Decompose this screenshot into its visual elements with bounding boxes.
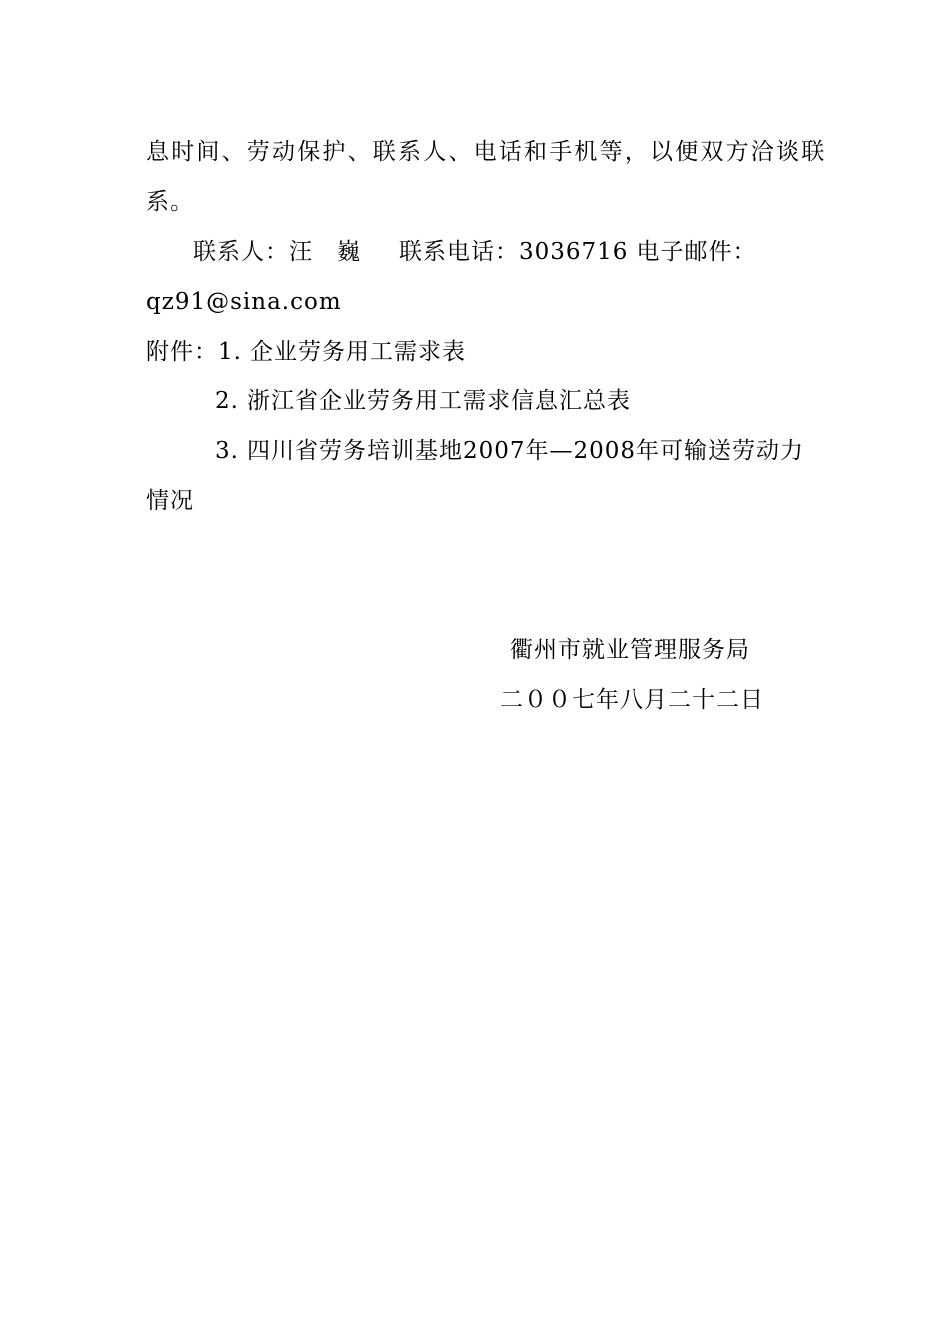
email-line	[146, 287, 342, 317]
attachment-item-continuation	[146, 486, 194, 516]
email-value: qz91@sina.com	[146, 289, 342, 315]
paragraph-text: 系。	[146, 189, 194, 215]
organization-name: 衢州市就业管理服务局	[510, 637, 750, 663]
attachment-text-continued: 情况	[146, 488, 194, 514]
paragraph-text: 息时间、劳动保护、联系人、电话和手机等，以便双方洽谈联	[146, 139, 827, 165]
attachment-number: 1.	[218, 339, 242, 365]
signature-date	[500, 685, 764, 715]
attachment-text: 四川省劳务培训基地2007年—2008年可输送劳动力	[246, 438, 805, 464]
email-label: 电子邮件：	[636, 239, 757, 265]
phone-label: 联系电话：	[399, 239, 519, 265]
date-text: 二００七年八月二十二日	[500, 687, 764, 713]
attachment-text: 浙江省企业劳务用工需求信息汇总表	[246, 388, 631, 414]
phone-value: 3036716	[519, 239, 629, 265]
attachment-number: 2.	[215, 388, 239, 414]
paragraph-line	[146, 187, 194, 217]
attachment-item	[146, 337, 466, 367]
attachment-number: 3.	[215, 438, 239, 464]
contact-line	[193, 237, 756, 267]
contact-name: 汪 巍	[289, 239, 361, 265]
paragraph-line	[146, 137, 826, 167]
attachment-item	[215, 436, 804, 466]
attachment-item	[215, 386, 631, 416]
attachment-text: 企业劳务用工需求表	[249, 339, 466, 365]
signature-org	[510, 635, 750, 665]
attachments-label: 附件：	[146, 339, 218, 365]
contact-label: 联系人：	[193, 239, 289, 265]
